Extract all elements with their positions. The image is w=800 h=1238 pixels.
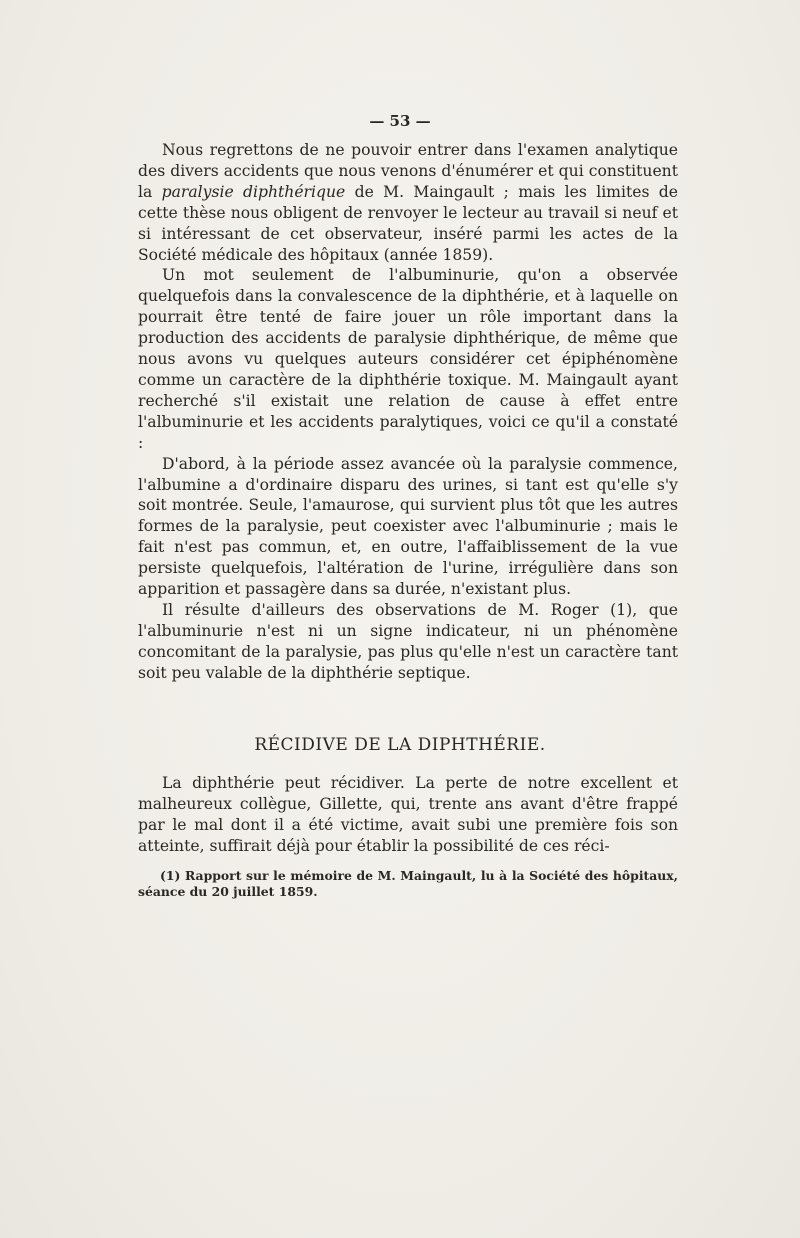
italic-term: paralysie diphthérique xyxy=(161,182,346,201)
paragraph: La diphthérie peut récidiver. La perte de notre excellent et malheureux collègue, Gillette, qui, trente ans avant d'être frappé par le mal dont il a été victime, avait subi une première fois son atteinte, suffirait déjà pour établir la possibilité de ces réci- xyxy=(138,774,678,855)
paragraph-text: de M. Maingault ; mais les limites de cette thèse nous obligent de renvoyer le lecteur au travail si neuf et si intéressant de cet observateur, inséré parmi les actes de la Société médicale des hôpitaux (année 1859). xyxy=(138,182,679,264)
section-text xyxy=(138,773,678,857)
paragraph: Il résulte d'ailleurs des observations de M. Roger (1), que l'albuminurie n'est ni un signe indicateur, ni un phénomène concomitant de la paralysie, pas plus qu'elle n'est un caractère tant soit peu valable de la diphthérie septique. xyxy=(138,600,678,682)
paragraph-text: Nous regrettons de ne pouvoir entrer dans l'examen analytique des divers accidents que nous venons d'énumérer et qui constituent la xyxy=(138,141,678,201)
footnote-text: (1) Rapport sur le mémoire de M. Maingault, lu à la Société des hôpitaux, séance du 20 juillet 1859. xyxy=(138,868,678,899)
page-number: — 53 — xyxy=(369,112,431,130)
footnote xyxy=(138,868,678,900)
paragraph xyxy=(138,140,678,265)
paragraph: D'abord, à la période assez avancée où la paralysie commence, l'albumine a d'ordinaire disparu des urines, si tant est qu'elle s'y soit montrée. Seule, l'amaurose, qui survient plus tôt que les autres formes de la paralysie, peut coexister avec l'albuminurie ; mais le fait n'est pas commun, et, en outre, l'affaiblissement de la vue persiste quelquefois, l'altération de l'urine, irrégulière dans son apparition et passagère dans sa durée, n'existant plus. xyxy=(138,454,678,599)
section-heading: RÉCIDIVE DE LA DIPHTHÉRIE. xyxy=(254,735,546,755)
body-text xyxy=(138,140,678,684)
paragraph: Un mot seulement de l'albuminurie, qu'on a observée quelquefois dans la convalescence de la diphthérie, et à laquelle on pourrait être tenté de faire jouer un rôle important dans la production des accidents de paralysie diphthérique, de même que nous avons vu quelques auteurs considérer cet épiphénomène comme un caractère de la diphthérie toxique. M. Maingault ayant recherché s'il existait une relation de cause à effet entre l'albuminurie et les accidents paralytiques, voici ce qu'il a constaté : xyxy=(138,266,678,452)
